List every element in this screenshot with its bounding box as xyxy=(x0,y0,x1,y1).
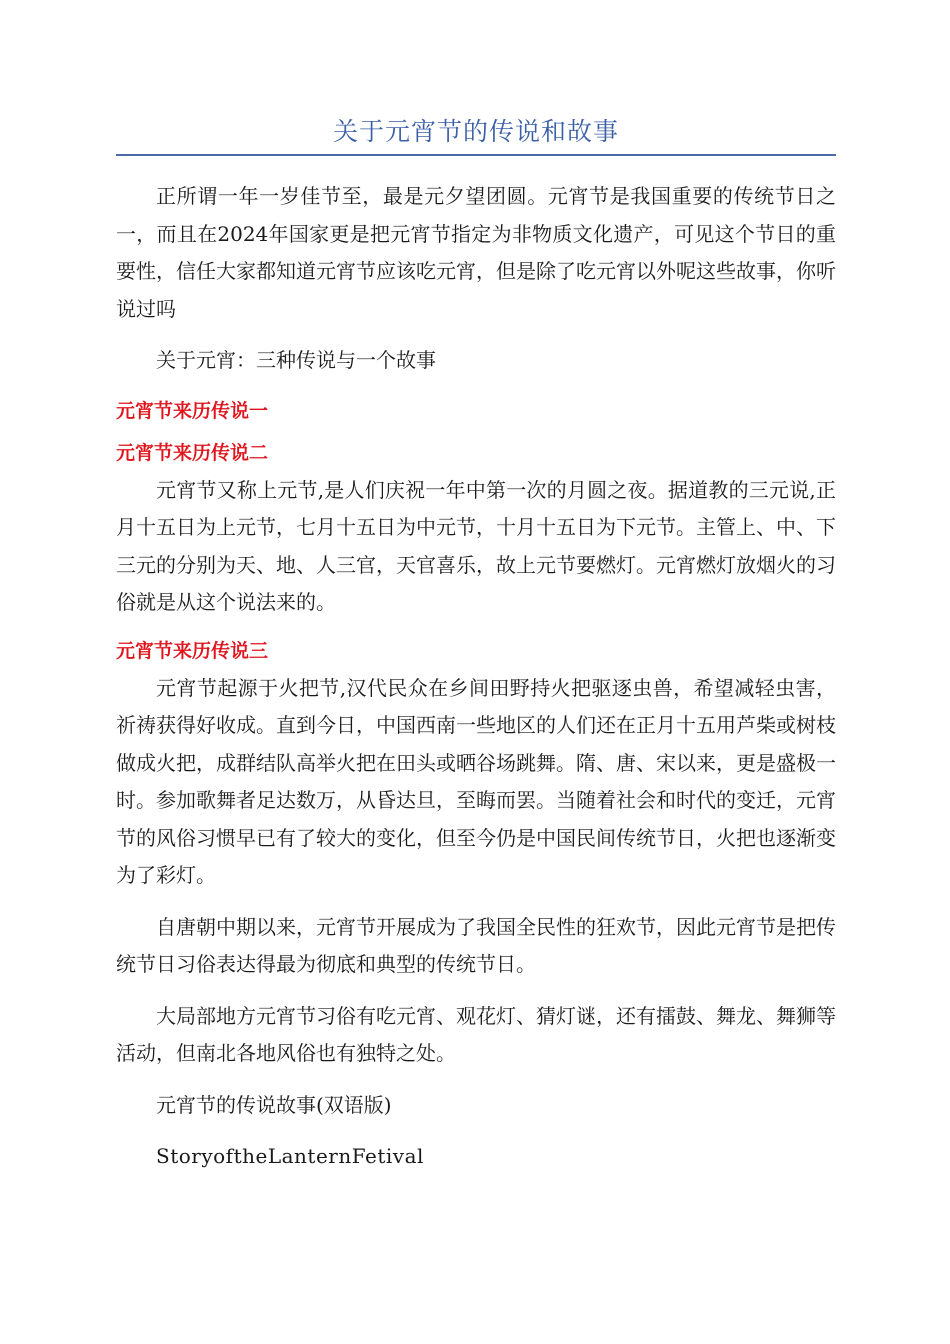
intro-paragraph: 正所谓一年一岁佳节至，最是元夕望团圆。元宵节是我国重要的传统节日之一，而且在2024年国家更是把元宵节指定为非物质文化遗产，可见这个节日的重要性，信任大家都知道元宵节应该吃元宵，但是除了吃元宵以外呢这些故事，你听说过吗 xyxy=(116,184,836,321)
tang-dynasty-paragraph: 自唐朝中期以来，元宵节开展成为了我国全民性的狂欢节，因此元宵节是把传统节日习俗表达得最为彻底和典型的传统节日。 xyxy=(116,914,836,976)
subtitle-paragraph: 关于元宵：三种传说与一个故事 xyxy=(156,348,436,372)
legend-three-heading: 元宵节来历传说三 xyxy=(116,639,269,662)
document-title: 关于元宵节的传说和故事 xyxy=(332,117,619,146)
english-story-title: StoryoftheLanternFetival xyxy=(156,1144,424,1168)
legend-two-heading: 元宵节来历传说二 xyxy=(116,441,269,464)
bilingual-label: 元宵节的传说故事(双语版) xyxy=(156,1092,392,1117)
legend-three-paragraph: 元宵节起源于火把节,汉代民众在乡间田野持火把驱逐虫兽，希望减轻虫害，祈祷获得好收成。直到今日，中国西南一些地区的人们还在正月十五用芦柴或树枝做成火把，成群结队高举火把在田头或晒谷场跳舞。隋、唐、宋以来，更是盛极一时。参加歌舞者足达数万，从昏达旦，至晦而罢。当随着社会和时代的变迁，元宵节的风俗习惯早已有了较大的变化，但至今仍是中国民间传统节日，火把也逐渐变为了彩灯。 xyxy=(116,675,836,887)
customs-paragraph: 大局部地方元宵节习俗有吃元宵、观花灯、猜灯谜，还有擂鼓、舞龙、舞狮等活动，但南北各地风俗也有独特之处。 xyxy=(116,1003,836,1065)
legend-two-paragraph: 元宵节又称上元节,是人们庆祝一年中第一次的月圆之夜。据道教的三元说,正月十五日为上元节，七月十五日为中元节，十月十五日为下元节。主管上、中、下三元的分别为天、地、人三官，天官喜乐，故上元节要燃灯。元宵燃灯放烟火的习俗就是从这个说法来的。 xyxy=(116,477,836,614)
legend-one-heading: 元宵节来历传说一 xyxy=(116,399,269,422)
document-page xyxy=(116,112,836,1176)
